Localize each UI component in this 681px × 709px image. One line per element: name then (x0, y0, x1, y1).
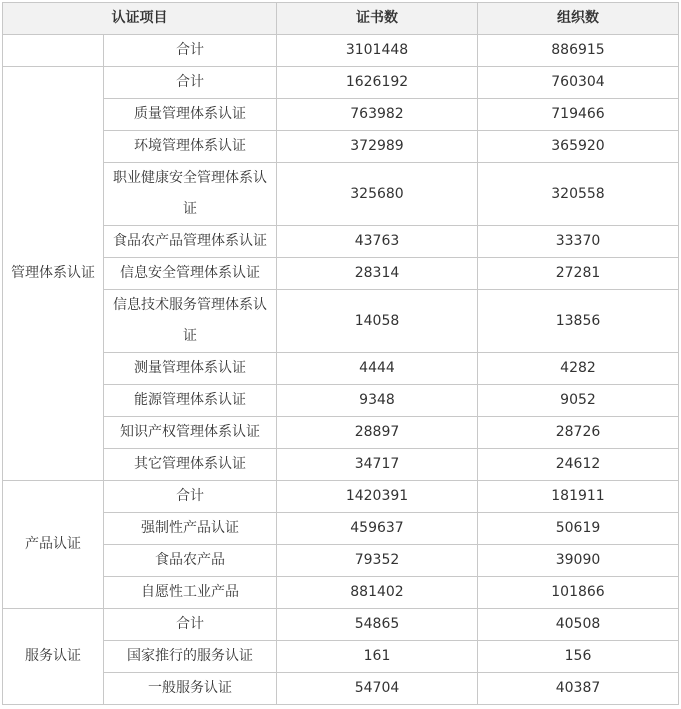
organization-count: 24612 (478, 449, 679, 481)
row-label: 其它管理体系认证 (104, 449, 277, 481)
certificate-count: 881402 (277, 577, 478, 609)
certificate-count: 43763 (277, 226, 478, 258)
certificate-count: 763982 (277, 99, 478, 131)
organization-count: 40508 (478, 609, 679, 641)
row-label: 一般服务认证 (104, 673, 277, 705)
table-row (3, 673, 679, 705)
header-organizations: 组织数 (478, 3, 679, 35)
table-row (3, 99, 679, 131)
certificate-count: 3101448 (277, 35, 478, 67)
grand-total-row (3, 35, 679, 67)
organization-count: 156 (478, 641, 679, 673)
certificate-count: 9348 (277, 385, 478, 417)
group-label-product: 产品认证 (3, 481, 104, 609)
row-label: 国家推行的服务认证 (104, 641, 277, 673)
organization-count: 50619 (478, 513, 679, 545)
organization-count: 886915 (478, 35, 679, 67)
table-row (3, 226, 679, 258)
organization-count: 320558 (478, 163, 679, 226)
organization-count: 28726 (478, 417, 679, 449)
row-label: 合计 (104, 67, 277, 99)
row-label: 信息技术服务管理体系认证 (104, 290, 277, 353)
organization-count: 13856 (478, 290, 679, 353)
certificate-count: 54865 (277, 609, 478, 641)
row-label: 合计 (104, 609, 277, 641)
row-label: 食品农产品管理体系认证 (104, 226, 277, 258)
certification-table (2, 2, 679, 705)
row-label: 环境管理体系认证 (104, 131, 277, 163)
table-row (3, 449, 679, 481)
certificate-count: 4444 (277, 353, 478, 385)
certificate-count: 28897 (277, 417, 478, 449)
organization-count: 181911 (478, 481, 679, 513)
organization-count: 4282 (478, 353, 679, 385)
certificate-count: 372989 (277, 131, 478, 163)
organization-count: 365920 (478, 131, 679, 163)
row-label: 强制性产品认证 (104, 513, 277, 545)
certificate-count: 161 (277, 641, 478, 673)
table-row (3, 481, 679, 513)
header-certificates: 证书数 (277, 3, 478, 35)
group-label-service: 服务认证 (3, 609, 104, 705)
organization-count: 9052 (478, 385, 679, 417)
table-row (3, 609, 679, 641)
certificate-count: 325680 (277, 163, 478, 226)
table-row (3, 67, 679, 99)
group-label-management: 管理体系认证 (3, 67, 104, 481)
header-row (3, 3, 679, 35)
row-label: 知识产权管理体系认证 (104, 417, 277, 449)
organization-count: 39090 (478, 545, 679, 577)
row-label: 合计 (104, 481, 277, 513)
table-row (3, 131, 679, 163)
certificate-count: 1420391 (277, 481, 478, 513)
organization-count: 719466 (478, 99, 679, 131)
table-row (3, 577, 679, 609)
table-row (3, 258, 679, 290)
table-row (3, 385, 679, 417)
table-row (3, 513, 679, 545)
row-label: 自愿性工业产品 (104, 577, 277, 609)
certificate-count: 14058 (277, 290, 478, 353)
table-row (3, 290, 679, 353)
organization-count: 40387 (478, 673, 679, 705)
row-label: 合计 (104, 35, 277, 67)
certificate-count: 1626192 (277, 67, 478, 99)
row-label: 测量管理体系认证 (104, 353, 277, 385)
table-row (3, 417, 679, 449)
row-label: 食品农产品 (104, 545, 277, 577)
header-project: 认证项目 (3, 3, 277, 35)
organization-count: 33370 (478, 226, 679, 258)
row-label: 信息安全管理体系认证 (104, 258, 277, 290)
certificate-count: 54704 (277, 673, 478, 705)
table-row (3, 641, 679, 673)
table-row (3, 163, 679, 226)
table-row (3, 353, 679, 385)
certificate-count: 34717 (277, 449, 478, 481)
row-label: 能源管理体系认证 (104, 385, 277, 417)
row-label: 职业健康安全管理体系认证 (104, 163, 277, 226)
row-label: 质量管理体系认证 (104, 99, 277, 131)
table-row (3, 545, 679, 577)
organization-count: 760304 (478, 67, 679, 99)
organization-count: 27281 (478, 258, 679, 290)
organization-count: 101866 (478, 577, 679, 609)
grand-total-blank (3, 35, 104, 67)
certificate-count: 79352 (277, 545, 478, 577)
certificate-count: 459637 (277, 513, 478, 545)
certificate-count: 28314 (277, 258, 478, 290)
